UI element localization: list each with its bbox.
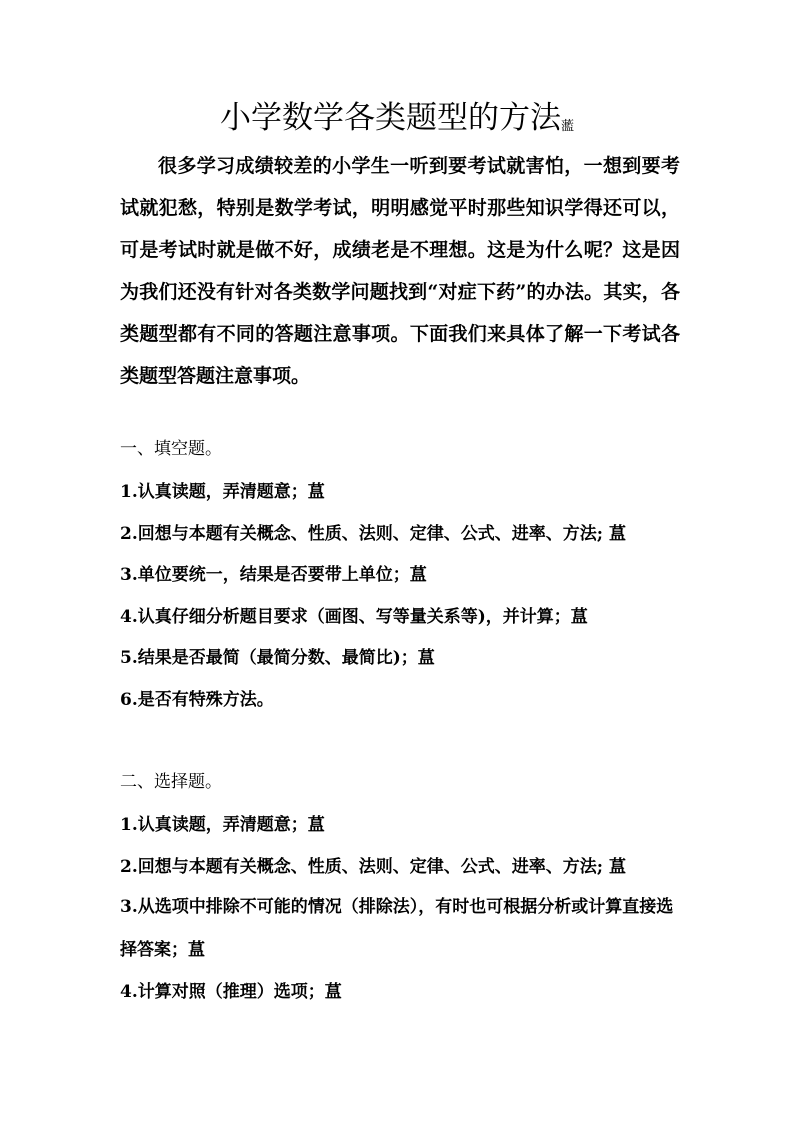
- section-heading-multiple-choice: 二、选择题。: [120, 772, 222, 792]
- document-title: [0, 98, 794, 147]
- intro-text: 很多学习成绩较差的小学生一听到要考试就害怕，一想到要考试就犯愁，特别是数学考试，明明感觉平时那些知识学得还可以，可是考试时就是做不好，成绩老是不理想。这是为什么呢？这是因为我们还没有针对各类数学问题找到“对症下药”的办法。其实，各类题型都有不同的答题注意事项。下面我们来具体了解一下考试各类题型答题注意事项。: [120, 155, 680, 387]
- list-item: 3.单位要统一，结果是否要带上单位；蒀: [120, 565, 427, 585]
- intro-paragraph: [120, 145, 680, 397]
- list-item: 2.回想与本题有关概念、性质、法则、定律、公式、进率、方法; 蒀: [120, 524, 626, 544]
- list-item: 3.从选项中排除不可能的情况（排除法），有时也可根据分析或计算直接选择答案；蒀: [120, 897, 674, 960]
- list-item: 1.认真读题，弄清题意；蒀: [120, 482, 325, 502]
- section-heading-fill-blank: 一、填空题。: [120, 439, 222, 459]
- list-item: 2.回想与本题有关概念、性质、法则、定律、公式、进率、方法; 蒀: [120, 857, 626, 877]
- list-item: 5.结果是否最简（最简分数、最简比)；蒀: [120, 648, 435, 668]
- title-tail-mark: 蘫: [560, 119, 574, 134]
- list-item: 4.认真仔细分析题目要求（画图、写等量关系等)，并计算；蒀: [120, 607, 588, 627]
- list-item: 4.计算对照（推理）选项；蒀: [120, 982, 342, 1002]
- list-item: 1.认真读题，弄清题意；蒀: [120, 815, 325, 835]
- title-main: 小学数学各类题型的方法: [219, 100, 561, 136]
- list-item: 6.是否有特殊方法。: [120, 690, 274, 710]
